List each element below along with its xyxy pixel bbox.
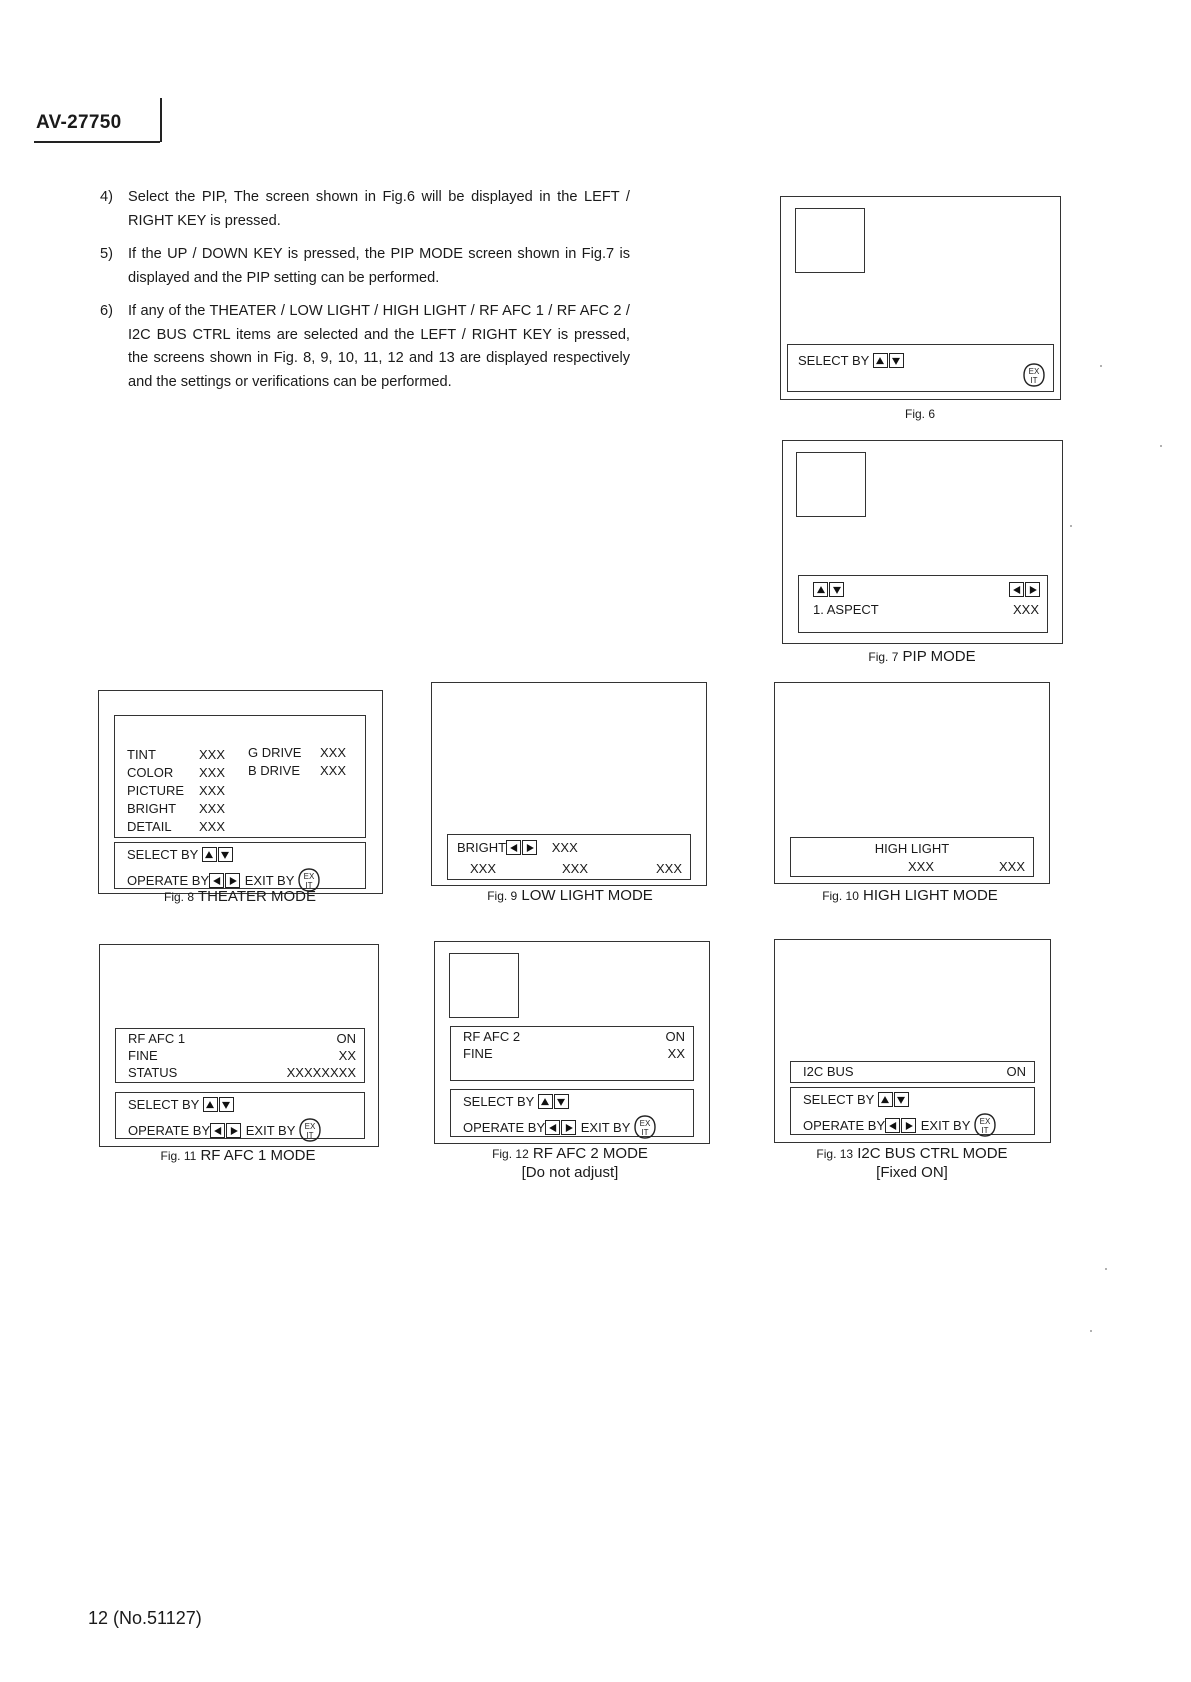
scan-speck	[1100, 365, 1102, 367]
fig8-row-label: COLOR	[127, 765, 174, 780]
exit-icon	[299, 1118, 321, 1142]
fig9-value-3: XXX	[655, 861, 682, 876]
fig8-row-value: XXX	[320, 745, 347, 760]
left-arrow-icon	[1009, 582, 1024, 597]
fig7-menu-box	[798, 575, 1048, 633]
down-arrow-icon	[219, 1097, 234, 1112]
fig12-pip-window	[449, 953, 519, 1018]
fig13-caption-note: [Fixed ON]	[876, 1164, 948, 1181]
fig13-caption	[782, 1145, 1042, 1181]
fig8-row-label: TINT	[127, 747, 156, 762]
fig12-caption-title: Fig. 12 RF AFC 2 MODE	[492, 1145, 648, 1162]
fig10-screen	[774, 682, 1050, 884]
fig9-screen	[431, 682, 707, 886]
up-arrow-icon	[873, 353, 888, 368]
up-arrow-icon	[813, 582, 828, 597]
fig7-aspect-label: 1. ASPECT	[813, 602, 879, 617]
fig11-row-label: RF AFC 1	[128, 1031, 186, 1046]
fig8-operate-row: OPERATE BY EXIT BY	[127, 868, 320, 892]
scan-speck	[1070, 525, 1072, 527]
fig12-row-value: ON	[665, 1029, 685, 1044]
fig11-caption: Fig. 11 RF AFC 1 MODE	[160, 1147, 316, 1164]
fig8-row-label: DETAIL	[127, 819, 172, 834]
fig11-menu-box	[115, 1092, 365, 1139]
fig13-value: ON	[1006, 1064, 1026, 1079]
fig11-row-value: XX	[338, 1048, 356, 1063]
fig12-caption	[440, 1145, 700, 1181]
fig12-select-row: SELECT BY	[463, 1094, 570, 1110]
fig8-row-value: XXX	[320, 763, 347, 778]
fig8-row-value: XXX	[199, 747, 226, 762]
fig7-pip-window	[796, 452, 866, 517]
fig8-row-label: PICTURE	[127, 783, 185, 798]
fig7-leftright-keys	[1009, 582, 1041, 598]
fig8-row-label: G DRIVE	[248, 745, 302, 760]
fig6-select-row: SELECT BY	[798, 353, 905, 369]
down-arrow-icon	[554, 1094, 569, 1109]
fig12-screen	[434, 941, 710, 1144]
fig7-aspect-value: XXX	[1012, 602, 1039, 617]
fig8-row-label: BRIGHT	[127, 801, 177, 816]
left-arrow-icon	[545, 1120, 560, 1135]
fig8-caption: Fig. 8 THEATER MODE	[164, 888, 316, 905]
fig8-row-value: XXX	[199, 783, 226, 798]
fig11-screen	[99, 944, 379, 1147]
header-underline	[34, 141, 160, 143]
scan-speck	[1090, 1330, 1092, 1332]
left-arrow-icon	[885, 1118, 900, 1133]
fig8-row-value: XXX	[199, 801, 226, 816]
fig13-screen	[774, 939, 1051, 1143]
fig6-screen	[780, 196, 1061, 400]
right-arrow-icon	[225, 873, 240, 888]
fig11-row-value: XXXXXXXX	[286, 1065, 356, 1080]
down-arrow-icon	[829, 582, 844, 597]
fig8-row-label: B DRIVE	[248, 763, 301, 778]
fig11-row-label: FINE	[128, 1048, 158, 1063]
step-4: 4) Select the PIP, The screen shown in Fig.6 will be displayed in the LEFT / RIGHT KEY is pressed.	[100, 189, 630, 229]
fig7-updown-keys	[813, 582, 845, 598]
fig9-menu-box	[447, 834, 691, 880]
right-arrow-icon	[1025, 582, 1040, 597]
fig13-status-box	[790, 1061, 1035, 1083]
fig12-operate-row: OPERATE BY EXIT BY	[463, 1115, 656, 1139]
fig6-caption: Fig. 6	[904, 407, 935, 421]
fig8-settings-box	[114, 715, 366, 838]
fig8-select-row: SELECT BY	[127, 847, 234, 863]
left-arrow-icon	[506, 840, 521, 855]
fig8-menu-box	[114, 842, 366, 889]
fig13-label: I2C BUS	[803, 1064, 854, 1079]
instruction-steps	[100, 186, 630, 404]
fig10-caption: Fig. 10 HIGH LIGHT MODE	[822, 887, 998, 904]
fig8-screen	[98, 690, 383, 894]
fig12-row-label: RF AFC 2	[463, 1029, 521, 1044]
up-arrow-icon	[878, 1092, 893, 1107]
down-arrow-icon	[889, 353, 904, 368]
right-arrow-icon	[561, 1120, 576, 1135]
fig11-row-value: ON	[336, 1031, 356, 1046]
fig9-bright-row: BRIGHT XXX	[457, 840, 578, 855]
fig12-row-value: XX	[667, 1046, 685, 1061]
fig11-select-row: SELECT BY	[128, 1097, 235, 1113]
step-6: 6) If any of the THEATER / LOW LIGHT / HIGH LIGHT / RF AFC 1 / RF AFC 2 / I2C BUS CTRL items are selected and the LEFT / RIGHT KEY is pressed, the screens shown in Fig. 8, 9, 10, 11, 12 and 13 are displayed respectively and the settings or verifications can be performed.	[100, 303, 630, 390]
fig12-row-label: FINE	[463, 1046, 493, 1061]
fig9-caption: Fig. 9 LOW LIGHT MODE	[487, 887, 653, 904]
fig13-caption-title: Fig. 13 I2C BUS CTRL MODE	[816, 1145, 1008, 1162]
down-arrow-icon	[894, 1092, 909, 1107]
fig6-pip-window	[795, 208, 865, 273]
exit-icon	[634, 1115, 656, 1139]
fig10-label: HIGH LIGHT	[874, 841, 950, 856]
fig13-menu-box	[790, 1087, 1035, 1135]
fig13-select-row: SELECT BY	[803, 1092, 910, 1108]
down-arrow-icon	[218, 847, 233, 862]
up-arrow-icon	[538, 1094, 553, 1109]
fig10-value-2: XXX	[998, 859, 1025, 874]
fig12-settings-box	[450, 1026, 694, 1081]
scan-speck	[1160, 445, 1162, 447]
fig10-value-1: XXX	[908, 859, 935, 874]
fig8-row-value: XXX	[199, 765, 226, 780]
fig11-settings-box	[115, 1028, 365, 1083]
fig9-value-2: XXX	[562, 861, 589, 876]
fig12-menu-box	[450, 1089, 694, 1137]
right-arrow-icon	[522, 840, 537, 855]
left-arrow-icon	[210, 1123, 225, 1138]
left-arrow-icon	[209, 873, 224, 888]
fig9-value-1: XXX	[470, 861, 497, 876]
right-arrow-icon	[226, 1123, 241, 1138]
fig10-menu-box	[790, 837, 1034, 877]
up-arrow-icon	[202, 847, 217, 862]
exit-icon	[1023, 363, 1045, 387]
fig8-row-value: XXX	[199, 819, 226, 834]
page-footer: 12 (No.51127)	[88, 1608, 202, 1628]
exit-icon	[974, 1113, 996, 1137]
step-5: 5) If the UP / DOWN KEY is pressed, the PIP MODE screen shown in Fig.7 is displayed and the PIP setting can be performed.	[100, 246, 630, 286]
fig13-operate-row: OPERATE BY EXIT BY	[803, 1113, 996, 1137]
scan-speck	[1105, 1268, 1107, 1270]
fig7-screen	[782, 440, 1063, 644]
fig11-operate-row: OPERATE BY EXIT BY	[128, 1118, 321, 1142]
up-arrow-icon	[203, 1097, 218, 1112]
fig6-menu-box	[787, 344, 1054, 392]
model-number: AV-27750	[36, 112, 122, 133]
right-arrow-icon	[901, 1118, 916, 1133]
header-divider	[160, 98, 162, 142]
fig7-caption: Fig. 7 PIP MODE	[868, 648, 976, 665]
fig12-caption-note: [Do not adjust]	[521, 1164, 619, 1181]
fig11-row-label: STATUS	[128, 1065, 178, 1080]
